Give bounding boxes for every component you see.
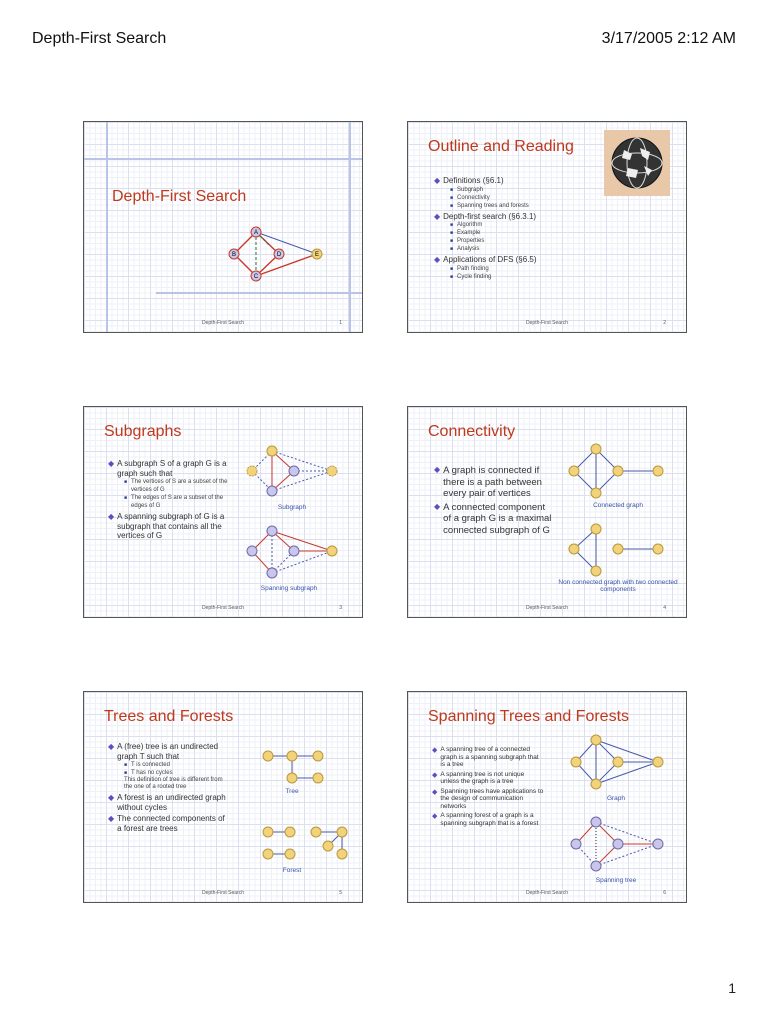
page-number: 1 <box>728 980 736 996</box>
slide-title: Outline and Reading <box>428 138 574 155</box>
slide-number: 3 <box>339 605 342 611</box>
slide-title: Depth-First Search <box>112 188 247 205</box>
caption-spanning-tree: Spanning tree <box>595 877 637 884</box>
caption-connected-graph: Connected graph <box>593 502 643 509</box>
slide-footer: Depth-First Search <box>202 890 244 896</box>
slide-number: 5 <box>339 890 342 896</box>
slide-number: 2 <box>663 320 666 326</box>
dfs-example-graph <box>84 122 362 332</box>
vertex-e: E <box>314 252 320 258</box>
slide-5 <box>83 691 363 903</box>
page-header-timestamp: 3/17/2005 2:12 AM <box>601 30 736 47</box>
subgraph-text: ◆ A subgraph S of a graph G is a graph such that ■ The vertices of S are a subset of the vertices of G ■ The edges of S are a subset of the edges of G ◆ A spanning subgraph of G is a subgraph that contains all the vertices of G <box>108 459 228 540</box>
globe-icon <box>604 130 670 196</box>
spanning-tree-diagrams <box>408 692 686 902</box>
caption-spanning-subgraph: Spanning subgraph <box>260 585 318 592</box>
globe-image <box>604 130 670 196</box>
caption-graph: Graph <box>606 795 626 802</box>
outline-list: ◆ Definitions (§6.1) ■ Subgraph ■ Connectivity ■ Spanning trees and forests ◆ Depth-first search (§6.3.1) ■ Algorithm ■ Example ■ Properties ■ Analysis ◆ Applications of DFS (§6.5) ■ Path finding ■ Cycle finding <box>434 176 537 280</box>
tree-forest-diagrams <box>84 692 362 902</box>
slide-3 <box>83 406 363 618</box>
slide-number: 4 <box>663 605 666 611</box>
slide-footer: Depth-First Search <box>526 890 568 896</box>
outline-item-applications: Applications of DFS (§6.5) <box>443 255 537 264</box>
slide-1 <box>83 121 363 333</box>
slide-title: Connectivity <box>428 423 516 440</box>
vertex-c: C <box>253 274 259 280</box>
slide-title: Trees and Forests <box>104 708 234 725</box>
trees-text: ◆ A (free) tree is an undirected graph T such that ■ T is connected ■ T has no cycles This definition of tree is different from the one of a rooted tree ◆ A forest is an undirected graph without cycles ◆ The connected components of a forest are trees <box>108 742 226 833</box>
slide-title: Spanning Trees and Forests <box>428 708 630 725</box>
vertex-a: A <box>253 230 259 236</box>
slide-4 <box>407 406 687 618</box>
slide-footer: Depth-First Search <box>202 605 244 611</box>
slide-footer: Depth-First Search <box>202 320 244 326</box>
spanning-tree-text: ◆ A spanning tree of a connected graph is a spanning subgraph that is a tree ◆ A spanning tree is not unique unless the graph is a tree ◆ Spanning trees have applications to the design of communication networks ◆ A spanning forest of a graph is a spanning subgraph that is a forest <box>432 746 544 827</box>
slide-6 <box>407 691 687 903</box>
caption-forest: Forest <box>282 867 302 874</box>
slide-footer: Depth-First Search <box>526 605 568 611</box>
slide-number: 1 <box>339 320 342 326</box>
slide-number: 6 <box>663 890 666 896</box>
outline-item-definitions: Definitions (§6.1) <box>443 176 504 185</box>
caption-subgraph: Subgraph <box>277 504 307 511</box>
outline-item-dfs: Depth-first search (§6.3.1) <box>443 211 537 221</box>
slide-title: Subgraphs <box>104 423 182 440</box>
caption-non-connected: Non connected graph with two connected components <box>558 579 678 593</box>
vertex-b: B <box>231 252 237 258</box>
page-header-title: Depth-First Search <box>32 30 167 47</box>
slide-footer: Depth-First Search <box>526 320 568 326</box>
connectivity-text: ◆ A graph is connected if there is a path between every pair of vertices ◆ A connected component of a graph G is a maximal connected subgraph of G <box>434 465 552 536</box>
slide-2 <box>407 121 687 333</box>
caption-tree: Tree <box>285 788 299 795</box>
vertex-d: D <box>276 252 282 258</box>
